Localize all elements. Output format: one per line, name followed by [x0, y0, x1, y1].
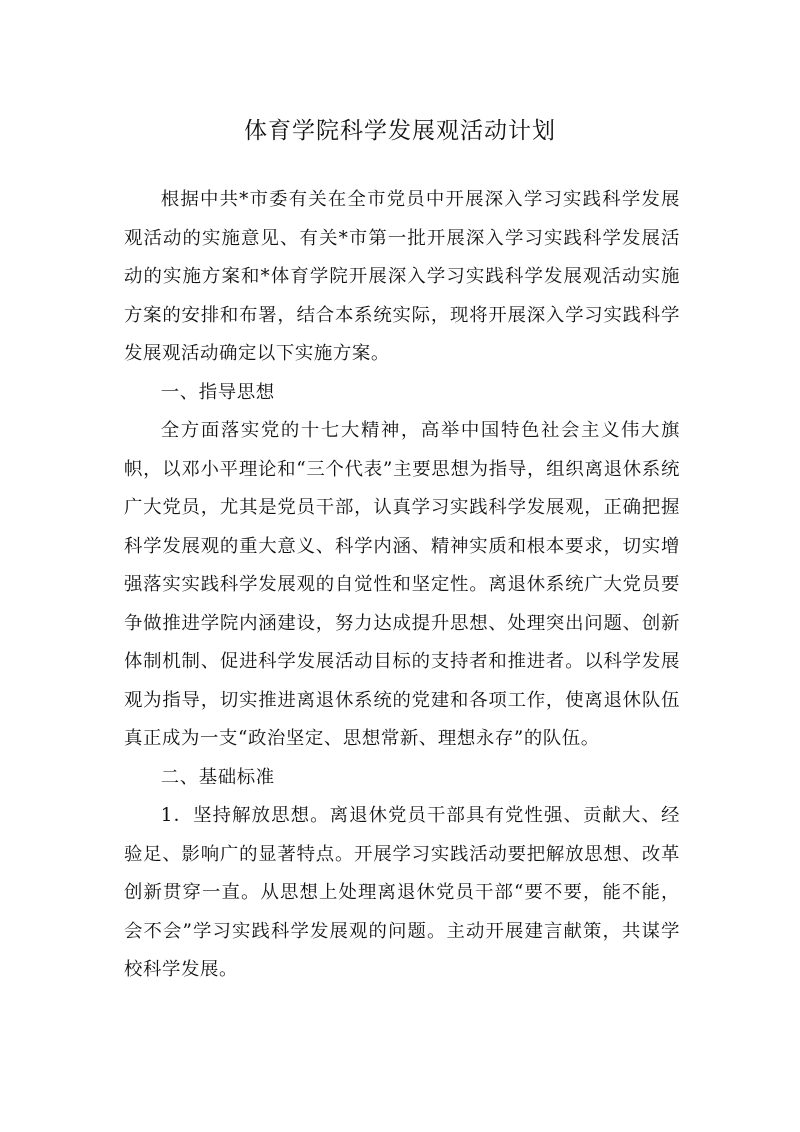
intro-paragraph: 根据中共*市委有关在全市党员中开展深入学习实践科学发展观活动的实施意见、有关*市第一批开展深入学习实践科学发展活动的实施方案和*体育学院开展深入学习实践科学发展观活动实施方案的安排和布署，结合本系统实际，现将开展深入学习实践科学发展观活动确定以下实施方案。	[124, 189, 680, 364]
basic-standards-item-1: 1．坚持解放思想。离退休党员干部具有党性强、贡献大、经验足、影响广的显著特点。开展学习实践活动要把解放思想、改革创新贯穿一直。从思想上处理离退休党员干部“要不要，能不能，会不会”学习实践科学发展观的问题。主动开展建言献策，共谋学校科学发展。	[124, 805, 680, 980]
guiding-ideology-paragraph: 全方面落实党的十七大精神，高举中国特色社会主义伟大旗帜，以邓小平理论和“三个代表”主要思想为指导，组织离退休系统广大党员，尤其是党员干部，认真学习实践科学发展观，正确把握科学发展观的重大意义、科学内涵、精神实质和根本要求，切实增强落实实践科学发展观的自觉性和坚定性。离退休系统广大党员要争做推进学院内涵建设，努力达成提升思想、处理突出问题、创新体制机制、促进科学发展活动目标的支持者和推进者。以科学发展观为指导，切实推进离退休系统的党建和各项工作，使离退休队伍真正成为一支“政治坚定、思想常新、理想永存”的队伍。	[124, 420, 680, 749]
document-body	[124, 181, 680, 990]
document-title: 体育学院科学发展观活动计划	[244, 118, 556, 145]
section-heading-guiding-ideology: 一、指导思想	[160, 381, 275, 403]
section-heading-basic-standards: 二、基础标准	[160, 766, 275, 788]
